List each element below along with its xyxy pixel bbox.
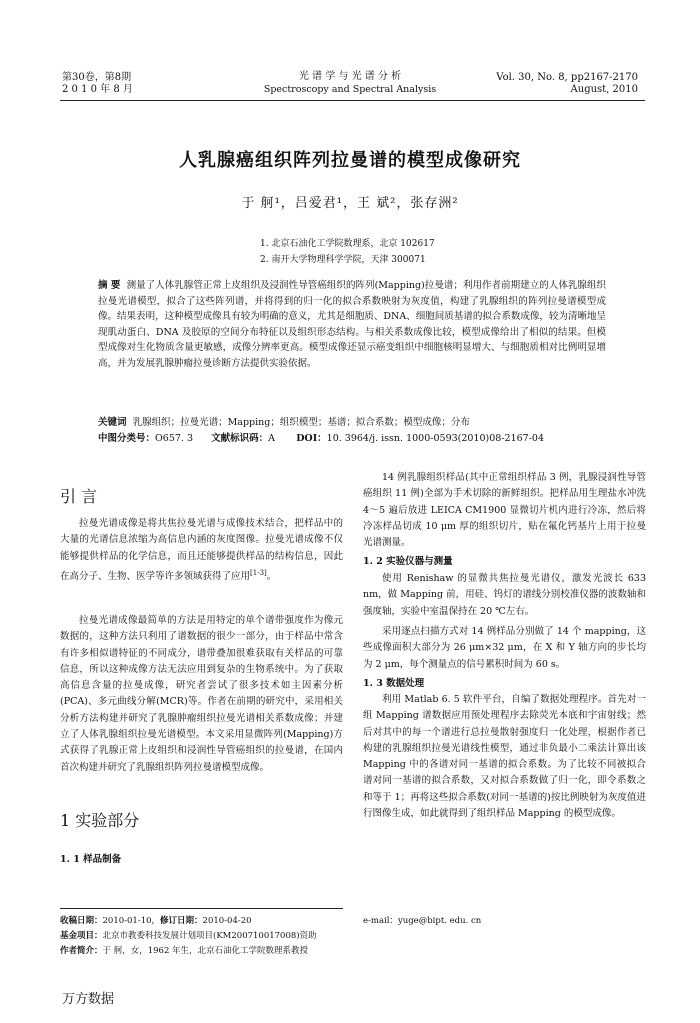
abstract-text: 测量了人体乳腺管正常上皮组织及浸润性导管癌组织的阵列(Mapping)拉曼谱；利用作者前期建立的人体乳腺组织拉曼光谱模型，拟合了这些阵列谱，并将得到的归一化的拟合系数映射为灰度值，构建了乳腺组织的阵列拉曼谱模型成像。结果表明，这种模型成像具有较为明确的意义，尤其是细胞质、DNA、细胞间质基谱的拟合系数成像，较为清晰地呈现肌动蛋白、DNA 及胶原的空间分布特征以及组织形态结构。与相关系数成像比较，模型成像给出了相似的结果。但模型成像对生化物质含量更敏感，成像分辨率更高。模型成像还显示癌变组织中细胞核明显增大、与细胞质相对比例明显增高，并为发展乳腺肿瘤拉曼诊断方法提供实验依据。 — [98, 280, 606, 369]
revised-date: 2010-04-20 — [202, 916, 252, 926]
fund-label: 基金项目： — [60, 931, 103, 941]
doc-code-value: A — [268, 433, 276, 444]
fund-text: 北京市教委科技发展计划项目(KM200710017008)资助 — [102, 931, 317, 941]
author-bio: 于 舸，女，1962 年生，北京石油化工学院数理系教授 — [102, 946, 309, 956]
subsection-1-1-heading: 1. 1 样品制备 — [60, 854, 122, 865]
date-en: August, 2010 — [570, 84, 638, 95]
section-1-heading: 1 实验部分 — [60, 811, 140, 830]
sample-paragraph: 14 例乳腺组织样品(其中正常组织样品 3 例，乳腺浸润性导管癌组织 11 例)全部为手术切除的新鲜组织。把样品用生理盐水冲洗 4～5 遍后放进 LEICA CM1900 显微切片机内进行冷冻，然后将冷冻样品切成 10 μm 厚的组织切片，贴在氟化钙基片上用于拉曼光谱测量。 — [363, 472, 646, 549]
header-issue — [496, 72, 638, 96]
intro-p1-end: 。 — [266, 571, 277, 583]
keywords-text: 乳腺组织；拉曼光谱；Mapping；组织模型；基谱；拟合系数；模型成像；分布 — [132, 417, 470, 428]
intro-paragraph-1 — [60, 516, 343, 585]
clc-value: O657. 3 — [155, 433, 194, 444]
revised-label: 修订日期： — [160, 916, 203, 926]
affiliation-2: 2. 南开大学物理科学学院，天津 300071 — [260, 255, 426, 265]
doi-label: DOI： — [296, 433, 327, 444]
author-bio-label: 作者简介： — [60, 946, 103, 956]
intro-heading: 引 言 — [60, 487, 98, 506]
watermark: 万方数据 — [62, 992, 115, 1007]
abstract-label: 摘 要 — [98, 280, 121, 291]
received-date: 2010-01-10， — [102, 916, 161, 926]
abstract — [98, 278, 606, 371]
keywords-label: 关键词 — [98, 417, 127, 428]
intro-paragraph-2: 拉曼光谱成像最简单的方法是用特定的单个谱带强度作为像元数据的，这种方法只利用了谱数据的很少一部分，由于样品中常含有许多相似谱特征的不同成分，谱带叠加很难获取有关样品的可靠信息，所以这种成像方法无法应用到复杂的生物系统中。为了获取高信息含量的拉曼成像，研究者尝试了很多技术如主因素分析(PCA)、多元曲线分解(MCR)等。作者在前期的研究中，采用相关分析方法构建并研究了乳腺肿瘤组织拉曼光谱相关系数成像；并建立了人体乳腺组织拉曼光谱模型。本文采用显微阵列(Mapping)方式获得了乳腺正常上皮组织和浸润性导管癌组织的拉曼谱，在国内首次构建并研究了乳腺组织阵列拉曼谱模型成像。 — [60, 615, 343, 773]
subsection-1-2-heading: 1. 2 实验仪器与测量 — [363, 556, 453, 567]
intro-p1-text: 拉曼光谱成像是将共焦拉曼光谱与成像技术结合，把样品中的大量的光谱信息浓缩为高信息内涵的灰度图像。拉曼光谱成像不仅能够提供样品的化学信息，而且还能够提供样品的结构信息，因此在高分子、生物、医学等许多领域获得了应用 — [60, 518, 343, 583]
subsection-1-3-heading: 1. 3 数据处理 — [363, 678, 425, 689]
date-cn: 2 0 1 0 年 8 月 — [62, 84, 133, 95]
affiliations — [260, 236, 435, 268]
journal-en: Spectroscopy and Spectral Analysis — [263, 84, 437, 95]
clc-label: 中图分类号： — [98, 433, 156, 444]
instrument-paragraph: 使用 Renishaw 的显微共焦拉曼光谱仪，激发光波长 633 nm，做 Mapping 前，用硅、钨灯的谱线分别校准仪器的波数轴和强度轴，实验中室温保持在 20 ℃左右。 — [363, 573, 646, 617]
volume-en: Vol. 30, No. 8, pp2167-2170 — [496, 72, 638, 83]
keywords-block — [98, 415, 606, 447]
header-rule — [60, 100, 645, 101]
intro-citation: [1-3] — [250, 568, 267, 577]
journal-cn: 光 谱 学 与 光 谱 分 析 — [298, 71, 402, 82]
paper-title: 人乳腺癌组织阵列拉曼谱的模型成像研究 — [179, 150, 521, 171]
footnote-rule — [60, 908, 343, 909]
received-label: 收稿日期： — [60, 916, 103, 926]
author-list: 于 舸¹，吕爱君¹，王 斌²，张存洲² — [241, 196, 459, 211]
affiliation-1: 1. 北京石油化工学院数理系，北京 102617 — [260, 239, 435, 249]
volume-cn: 第30卷，第8期 — [62, 72, 132, 83]
doi-value: 10. 3964/j. issn. 1000-0593(2010)08-2167-04 — [326, 433, 545, 444]
footnotes — [60, 914, 360, 959]
doc-code-label: 文献标识码： — [211, 433, 269, 444]
author-email: e-mail：yuge@bipt. edu. cn — [363, 916, 482, 926]
data-processing-paragraph: 利用 Matlab 6. 5 软件平台，自编了数据处理程序。首先对一组 Mapping 谱数据应用预处理程序去除荧光本底和宇宙射线；然后对其中的每一个谱进行总拉曼散射强度归一化处理，根据作者已构建的乳腺组织拉曼光谱线性模型，通过非负最小二乘法计算出该 Mapping 中的各谱对同一基谱的拟合系数。为了比较不同被拟合谱对同一基谱的拟合系数，又对拟合系数做了归一化，即令系数之和等于 1；再将这些拟合系数(对同一基谱的)按比例映射为灰度值进行图像生成，如此就得到了组织样品 Mapping 的模型成像。 — [363, 694, 646, 820]
scan-paragraph: 采用逐点扫描方式对 14 例样品分别做了 14 个 mapping，这些成像面积大部分为 26 μm×32 μm，在 X 和 Y 轴方向的步长均为 2 μm，每个测量点的信号累积时间为 60 s。 — [363, 626, 646, 670]
